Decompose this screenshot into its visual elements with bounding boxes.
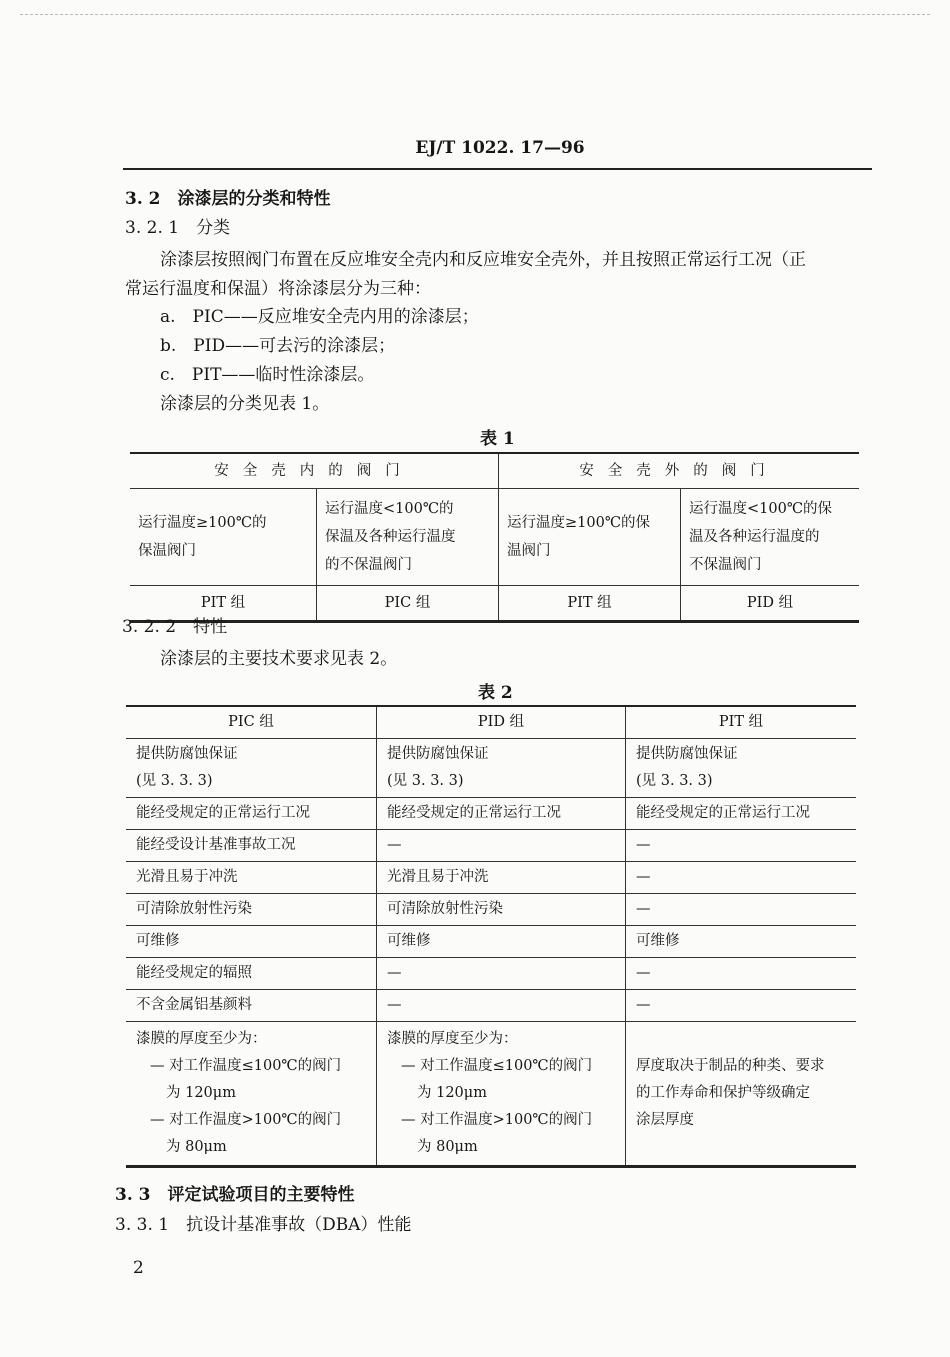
condition-cell: 运行温度≥100℃的保 温阀门 [499,489,681,586]
thickness-line: 漆膜的厚度至少为： [387,1031,518,1047]
table-row [126,862,856,894]
group-cell: PIT 组 [130,586,317,622]
table-row [126,798,856,830]
cell-text: 可清除放射性污染 [136,901,252,917]
thickness-line: 厚度取决于制品的种类、要求 [636,1058,825,1074]
scan-artifact-line [20,14,930,15]
group-cell: PIC 组 [317,586,499,622]
standard-number: EJ/T 1022. 17—96 [415,138,585,158]
cell-text: 能经受规定的正常运行工况 [387,805,561,821]
thickness-cell-pit [626,1022,857,1167]
header-inside-containment: 安全壳内的阀门 [130,453,499,489]
paragraph-line: 涂漆层的主要技术要求见表 2。 [160,649,398,669]
header-divider [123,168,872,170]
group-cell: PIT 组 [499,586,681,622]
thickness-line: 为 120μm [166,1085,236,1101]
table-cell [626,830,857,862]
cell-text: 提供防腐蚀保证 [387,746,489,762]
cell-text: 可维修 [387,933,431,949]
thickness-cell-pic [126,1022,377,1167]
list-item: c. PIT——临时性涂漆层。 [160,365,375,385]
paragraph-line: 涂漆层的分类见表 1。 [160,394,330,414]
cell-text: 光滑且易于冲洗 [387,869,489,885]
table-cell [626,739,857,798]
cell-text: — [636,837,651,853]
cell-text: 可维修 [636,933,680,949]
cell-text: — [636,869,651,885]
table-cell [126,990,377,1022]
table-cell [377,830,626,862]
cell-text: — [387,837,402,853]
table-cell [126,926,377,958]
table-cell [377,958,626,990]
cell-text: 光滑且易于冲洗 [136,869,238,885]
table-row [126,926,856,958]
cell-text: (见 3. 3. 3) [636,773,713,789]
section-3-2-heading: 3. 2 涂漆层的分类和特性 [125,189,331,209]
cell-text: 提供防腐蚀保证 [636,746,738,762]
table-row-thickness [126,1022,856,1167]
table-cell [377,990,626,1022]
table-cell [126,894,377,926]
cell-text: 能经受规定的正常运行工况 [136,805,310,821]
cell-text: — [387,997,402,1013]
thickness-line: 漆膜的厚度至少为： [136,1031,267,1047]
column-header: PID 组 [377,706,626,739]
thickness-line: — 对工作温度>100℃的阀门 [150,1112,342,1128]
cell-text: 提供防腐蚀保证 [136,746,238,762]
requirements-table-body [126,739,856,1167]
header-outside-containment: 安全壳外的阀门 [499,453,860,489]
cell-text: 可维修 [136,933,180,949]
table-cell [626,958,857,990]
thickness-line: 为 120μm [417,1085,487,1101]
thickness-line: 为 80μm [166,1139,227,1155]
paragraph-line: 常运行温度和保温）将涂漆层分为三种： [125,279,431,299]
group-cell: PID 组 [681,586,860,622]
condition-cell: 运行温度≥100℃的 保温阀门 [130,489,317,586]
section-3-2-1-heading: 3. 2. 1 分类 [125,218,231,238]
condition-cell: 运行温度<100℃的 保温及各种运行温度 的不保温阀门 [317,489,499,586]
table-cell [126,862,377,894]
table-cell [626,894,857,926]
cell-text: (见 3. 3. 3) [136,773,213,789]
table-cell [126,830,377,862]
list-item: b. PID——可去污的涂漆层； [160,336,396,356]
cell-text: 可清除放射性污染 [387,901,503,917]
table-1-caption: 表 1 [480,429,515,449]
cell-text: 能经受规定的辐照 [136,965,252,981]
cell-text: — [636,901,651,917]
section-3-3-1-heading: 3. 3. 1 抗设计基准事故（DBA）性能 [115,1215,412,1235]
thickness-line: — 对工作温度≤100℃的阀门 [150,1058,342,1074]
column-header: PIC 组 [126,706,377,739]
page-number: 2 [133,1258,144,1278]
cell-text: 能经受规定的正常运行工况 [636,805,810,821]
cell-text: 能经受设计基准事故工况 [136,837,296,853]
table-cell [377,739,626,798]
cell-text: 不含金属铝基颜料 [136,997,252,1013]
paragraph-line: 涂漆层按照阀门布置在反应堆安全壳内和反应堆安全壳外，并且按照正常运行工况（正 [160,250,806,270]
table-cell [126,798,377,830]
table-cell [626,926,857,958]
thickness-line: 的工作寿命和保护等级确定 [636,1085,810,1101]
thickness-line: — 对工作温度>100℃的阀门 [401,1112,593,1128]
cell-text: — [636,997,651,1013]
table-cell [626,798,857,830]
table-row [126,990,856,1022]
section-3-2-2-heading: 3. 2. 2 特性 [122,617,228,637]
thickness-line: — 对工作温度≤100℃的阀门 [401,1058,593,1074]
table-2-caption: 表 2 [478,683,513,703]
thickness-line: 为 80μm [417,1139,478,1155]
cell-text: (见 3. 3. 3) [387,773,464,789]
classification-table [130,452,859,623]
table-cell [126,958,377,990]
cell-text: — [387,965,402,981]
table-row [126,894,856,926]
table-cell [126,739,377,798]
table-row [126,958,856,990]
table-cell [377,926,626,958]
requirements-table [126,705,856,1168]
table-cell [377,894,626,926]
cell-text: — [636,965,651,981]
table-row [126,830,856,862]
column-header: PIT 组 [626,706,857,739]
table-row [126,739,856,798]
list-item: a. PIC——反应堆安全壳内用的涂漆层； [160,307,479,327]
thickness-line: 涂层厚度 [636,1112,694,1128]
table-cell [626,990,857,1022]
section-3-3-heading: 3. 3 评定试验项目的主要特性 [115,1185,355,1205]
thickness-cell-pid [377,1022,626,1167]
table-cell [377,862,626,894]
table-cell [626,862,857,894]
table-cell [377,798,626,830]
condition-cell: 运行温度<100℃的保 温及各种运行温度的 不保温阀门 [681,489,860,586]
